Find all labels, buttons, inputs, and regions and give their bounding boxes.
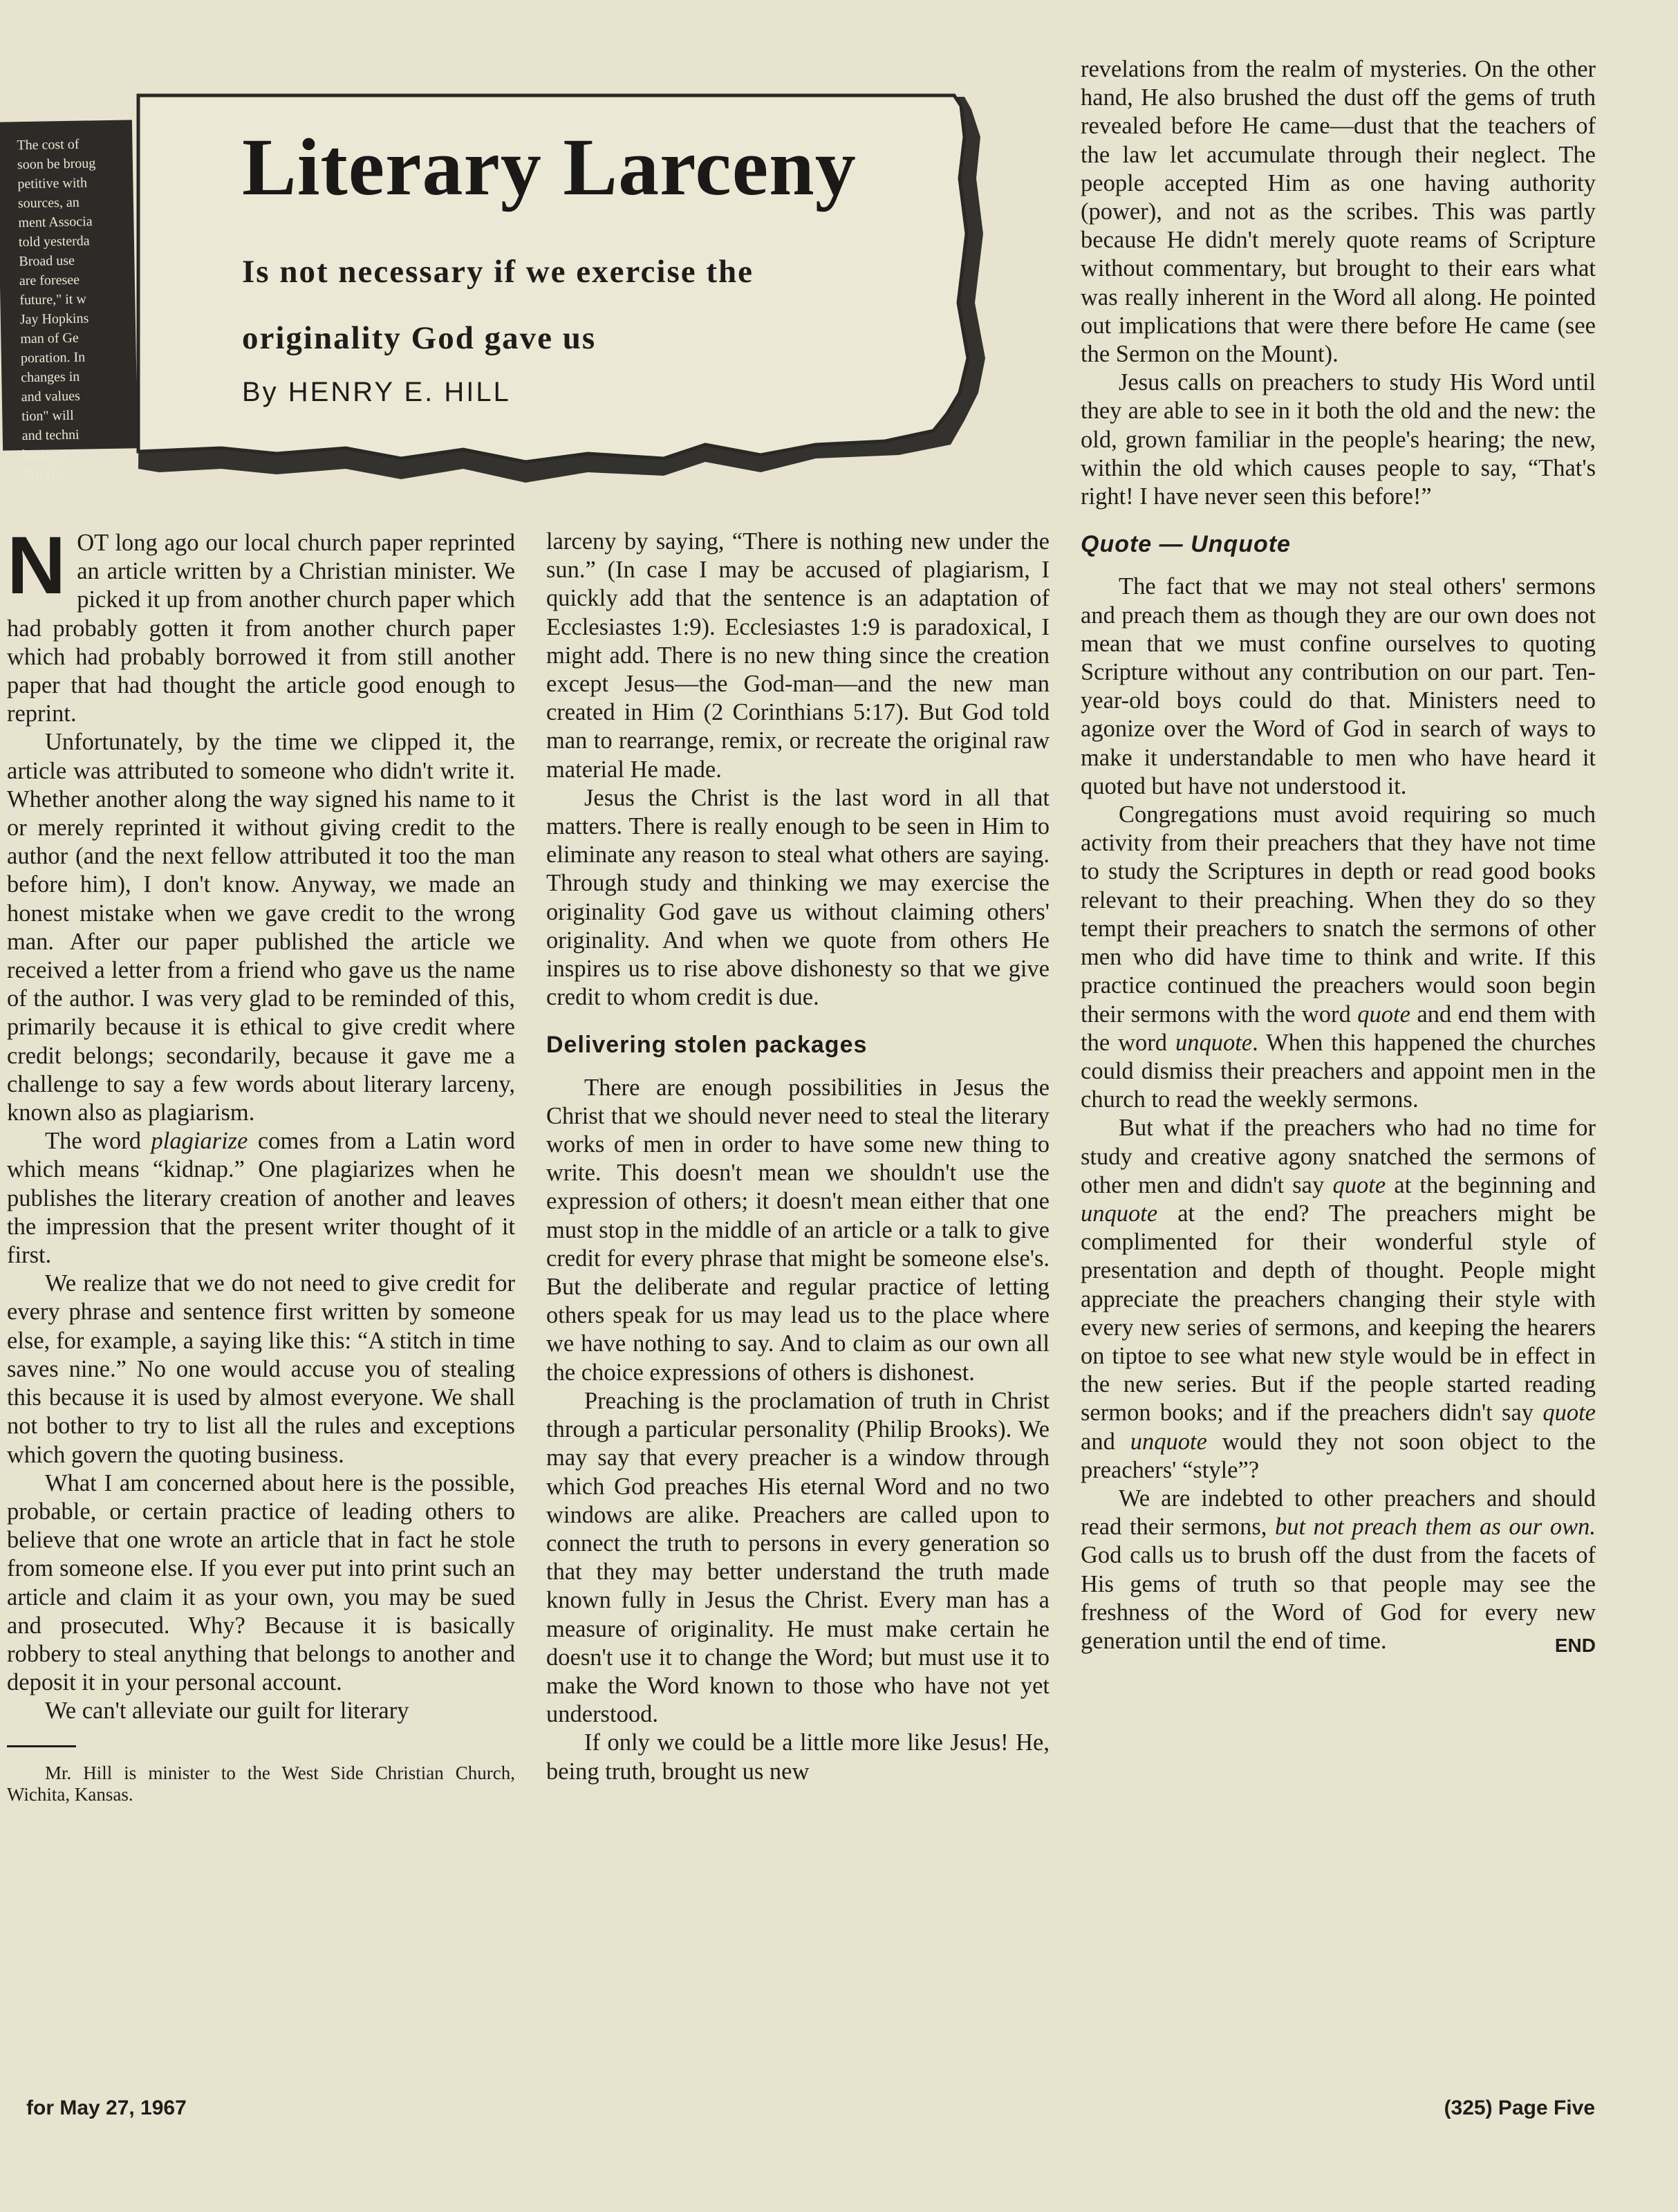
paragraph: larceny by saying, “There is nothing new under the sun.” (In case I may be accused of plagiarism, I quickly add that the sentence is an adaptation of Ecclesiastes 1:9). Ecclesiastes 1:9 is paradoxical, I might add. There is no new thing since the creation except Jesus—the God-man—and the new man created in Him (2 Corinthians 5:17). But God told man to rearrange, remix, or recreate the original raw material He made.: [546, 528, 1050, 783]
paragraph: If only we could be a little more like Jesus! He, being truth, brought us new: [546, 1729, 1050, 1785]
newspaper-clipping: [0, 120, 138, 483]
paragraph-text: at the end? The preachers might be complimented for their wonderful style of presentation and depth of thought. People might appreciate the preachers changing their style with every new series of sermons, and keeping the hearers on tiptoe to see what new style would be in effect in the new series. But if the people started reading sermon books; and if the preachers didn't say: [1081, 1200, 1596, 1426]
article-subtitle: Is not necessary if we exercise the originality God gave us: [242, 254, 754, 356]
clipping-line: tion" will: [21, 407, 74, 425]
paragraph-text: would they not soon object to the preachers' “style”?: [1081, 1428, 1596, 1483]
paragraph: revelations from the realm of mysteries. On the other hand, He also brushed the dust off the gems of truth revealed before He came—dust that the teachers of the law let accumulate through their neglect. The people accepted Him as one having authority (power), and not as the scribes. This was partly because He didn't merely quote reams of Scripture without commentary, but brought to their ears what was really inherent in the Word all along. He pointed out implications that were there before He came (see the Sermon on the Mount).: [1081, 56, 1596, 368]
section-heading: Quote — Unquote: [1081, 531, 1291, 558]
paragraph-text: and: [1081, 1428, 1130, 1455]
paragraph-text: The word: [45, 1128, 151, 1155]
clipping-line: man of Ge: [20, 330, 79, 347]
paragraph: Unfortunately, by the time we clipped it, the article was attributed to someone who didn't write it. Whether another along the way signed his name to it or merely reprinted it without giving credit to the author (and the next fellow attributed it too the man before him), I don't know. Anyway, we made an honest mistake when we gave credit to the wrong man. After our paper published the article we received a letter from a friend who gave us the name of the author. I was very glad to be reminded of this, primarily because it is ethical to give credit where credit belongs; secondarily, because it gave me a challenge to say a few words about literary larceny, known also as plagiarism.: [7, 729, 515, 1126]
paragraph-text: God calls us to brush off the dust from the facets of His gems of truth so that people may see the freshness of the Word of God for every new generation until the end of time.: [1081, 1542, 1596, 1654]
italic-term: quote: [1542, 1400, 1596, 1426]
clipping-line: soon be broug: [17, 156, 96, 173]
paragraph-text: Congregations must avoid requiring so much activity from their preachers that they have not time to study the Scriptures in depth or read good books relevant to their preaching. When they do so they tempt their preachers to snatch the sermons of other men who did have time to think and write. If this practice continued the preachers would soon begin their sermons with the word: [1081, 801, 1596, 1028]
clipping-line: and techni: [21, 427, 80, 444]
drop-cap: N: [7, 520, 66, 611]
clipping-line: Mr. Ho: [22, 466, 63, 483]
clipping-line: petitive with: [17, 175, 88, 192]
clipping-line: are foresee: [19, 272, 80, 289]
paragraph: [1081, 801, 1596, 1114]
italic-term: unquote: [1130, 1428, 1207, 1455]
italic-term: quote: [1332, 1171, 1386, 1198]
paragraph: [7, 1127, 515, 1270]
clipping-line: poration. In: [20, 349, 86, 366]
italic-term: unquote: [1081, 1200, 1158, 1227]
italic-term: quote: [1357, 1001, 1410, 1028]
italic-term: unquote: [1175, 1029, 1253, 1056]
column-1: [7, 520, 515, 1805]
paragraph-text: and end them with the word: [1081, 1001, 1596, 1056]
paragraph-text: OT long ago our local church paper reprinted an article written by a Christian minister. We picked it up from another church paper which had probably gotten it from another church paper which had probably borrowed it from still another paper that had thought the article good enough to reprint.: [7, 530, 515, 727]
clipping-line: ment Associa: [18, 214, 93, 231]
paragraph: The fact that we may not steal others' sermons and preach them as though they are our own does not mean that we must confine ourselves to quoting Scripture without any contribution on our part. Ten-year-old boys could do that. Ministers need to agonize over the Word of God in search of ways to make it understandable to men who have heard it quoted but have not understood it.: [1081, 573, 1596, 799]
paragraph: [1081, 1114, 1596, 1485]
lede-paragraph: [7, 520, 515, 728]
paragraph-text: comes from a Latin word which means “kidnap.” One plagiarizes when he publishes the literary creation of another and leaves the impression that the present writer thought of it first.: [7, 1128, 515, 1269]
italic-term: plagiarize: [151, 1128, 248, 1155]
paragraph: What I am concerned about here is the possible, probable, or certain practice of leading others to believe that one wrote an article that in fact he stole from someone else. If you ever put into print such an article and claim it as your own, you may be sued and prosecuted. Why? Because it is basically robbery to steal anything that belongs to another and deposit it in your personal account.: [7, 1469, 515, 1696]
paragraph-text: . When this happened the churches could dismiss their preachers and appoint men in the church to read the weekly sermons.: [1081, 1029, 1596, 1113]
clipping-line: The cost of: [17, 136, 80, 154]
paragraph: There are enough possibilities in Jesus the Christ that we should never need to steal the literary works of men in order to have some new thing to write. This doesn't mean we shouldn't use the expression of others; it doesn't mean either that one must stop in the middle of an article or a talk to give credit for every phrase that might be someone else's. But the deliberate and regular practice of letting others speak for us may lead us to the place where we have nothing to say. And to claim as our own all the choice expressions of others is dishonest.: [546, 1074, 1050, 1386]
end-mark: END: [1554, 1634, 1596, 1656]
clipping-line: future," it w: [19, 291, 87, 308]
paragraph: Jesus the Christ is the last word in all that matters. There is really enough to be seen in Him to eliminate any reason to steal what others are saying. Through study and thinking we may exercise the originality God gave us without claiming others' originality. And when we quote from others He inspires us to rise above dishonesty so that we give credit to whom credit is due.: [546, 784, 1050, 1011]
article-byline: By HENRY E. HILL: [242, 377, 511, 407]
paragraph: We realize that we do not need to give credit for every phrase and sentence first written by someone else, for example, a saying like this: “A stitch in time saves nine.” No one would accuse you of stealing this because it is used by almost everyone. We shall not bother to try to list all the rules and exceptions which govern the quoting business.: [7, 1270, 515, 1468]
paragraph-text: But what if the preachers who had no time for study and creative agony snatched the sermons of other men and didn't say: [1081, 1115, 1596, 1198]
paragraph: We can't alleviate our guilt for literary: [45, 1698, 409, 1725]
clipping-line: told yesterda: [18, 233, 90, 250]
italic-phrase: but not preach them as our own.: [1274, 1514, 1596, 1541]
column-3: [1081, 55, 1596, 1660]
paragraph-text: We are indebted to other preachers and should read their sermons,: [1081, 1485, 1596, 1541]
clipping-line: business r: [22, 446, 77, 463]
section-heading: Delivering stolen packages: [546, 1032, 868, 1059]
footnote-rule: [7, 1745, 76, 1747]
clipping-line: Jay Hopkins: [19, 310, 89, 328]
clipping-line: changes in: [21, 369, 80, 386]
paragraph-text: at the beginning and: [1386, 1171, 1596, 1198]
page-number: (325) Page Five: [1444, 2097, 1595, 2119]
author-footnote: Mr. Hill is minister to the West Side Christian Church, Wichita, Kansas.: [7, 1762, 515, 1805]
paragraph: Preaching is the proclamation of truth in Christ through a particular personality (Philip Brooks). We may say that every preacher is a window through which God preaches His eternal Word and no two windows are alike. Preachers are called upon to connect the truth to persons in every generation so that they may better understand the truth made known fully in Jesus the Christ. Every man has a measure of originality. He must make certain he doesn't use it to change the Word; but must use it to make the Word known to those who have not yet understood.: [546, 1387, 1050, 1728]
paragraph: Jesus calls on preachers to study His Word until they are able to see in it both the old and the new: the old, grown familiar in the people's hearing; the new, within the old which causes people to say, “That's right! I have never seen this before!”: [1081, 369, 1596, 510]
issue-date: for May 27, 1967: [26, 2097, 187, 2119]
clipping-line: sources, an: [17, 194, 80, 212]
clipping-line: and values: [21, 388, 80, 405]
paragraph: [1081, 1485, 1596, 1655]
article-title: Literary Larceny: [242, 122, 857, 212]
column-2: [546, 528, 1050, 1786]
clipping-line: Broad use: [19, 252, 75, 270]
